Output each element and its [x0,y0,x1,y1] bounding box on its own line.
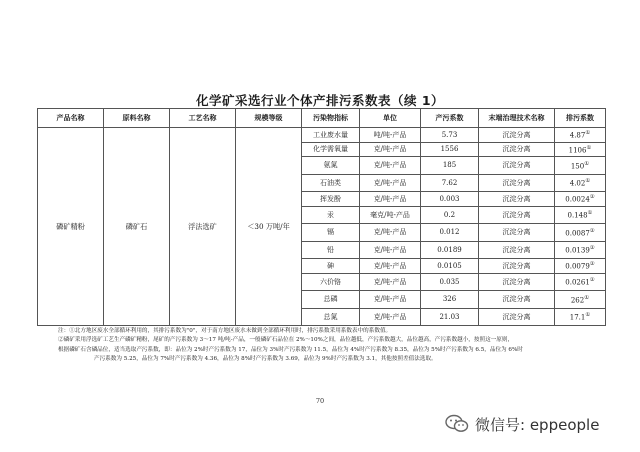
generation-coefficient-cell: 0.035 [421,273,479,291]
emission-coefficient-cell: 150① [555,157,606,175]
product-name-cell: 磷矿精粉 [38,128,104,326]
note-line: 根据磷矿石含磷品位，适当选取产污系数，即：品位为 2%时产污系数为 17，品位为 3%时产污系数为 11.5，品位为 4%时产污系数为 8.35，品位为 5%时产污系数为 6.5，品位为 6%时 [58,346,523,353]
generation-coefficient-cell: 185 [421,157,479,175]
pollutant-cell: 挥发酚 [302,192,360,207]
emission-coefficient-table [37,108,606,326]
pollutant-cell: 氨氮 [302,157,360,175]
header-cell: 产污系数 [421,109,479,128]
emission-coefficient-cell: 0.0261① [555,273,606,291]
process-name-cell: 浮法选矿 [170,128,236,326]
pollutant-cell: 铅 [302,241,360,259]
treatment-tech-cell: 沉淀分离 [479,192,555,207]
table-notes [58,327,603,365]
table-header-row [38,109,606,128]
treatment-tech-cell: 沉淀分离 [479,206,555,224]
generation-coefficient-cell: 5.73 [421,128,479,143]
table-row [38,128,606,143]
watermark-text: 微信号: eppeople [475,415,600,434]
treatment-tech-cell: 沉淀分离 [479,128,555,143]
unit-cell: 克/吨-产品 [360,308,421,326]
generation-coefficient-cell: 0.0189 [421,241,479,259]
generation-coefficient-cell: 7.62 [421,174,479,192]
emission-coefficient-cell: 0.0024① [555,192,606,207]
unit-cell: 克/吨-产品 [360,174,421,192]
note-line: 注：①北方地区废水全部循环利用的，其排污系数为"0"，对于南方地区废水未做到全部循环利用时，排污系数采用系数表中的系数值。 [58,328,392,334]
treatment-tech-cell: 沉淀分离 [479,273,555,291]
scale-level-cell: ＜30 万吨/年 [236,128,302,326]
emission-coefficient-cell: 0.148① [555,206,606,224]
treatment-tech-cell: 沉淀分离 [479,142,555,157]
treatment-tech-cell: 沉淀分离 [479,308,555,326]
emission-coefficient-cell: 17.1① [555,308,606,326]
pollutant-cell: 砷 [302,259,360,274]
unit-cell: 毫克/吨-产品 [360,206,421,224]
emission-coefficient-cell: 0.0079① [555,259,606,274]
header-cell: 排污系数 [555,109,606,128]
generation-coefficient-cell: 0.012 [421,224,479,242]
header-cell: 规模等级 [236,109,302,128]
wechat-search-icon [445,414,469,434]
emission-coefficient-cell: 4.02① [555,174,606,192]
emission-coefficient-cell: 1106① [555,142,606,157]
unit-cell: 克/吨-产品 [360,273,421,291]
unit-cell: 克/吨-产品 [360,192,421,207]
unit-cell: 克/吨-产品 [360,259,421,274]
generation-coefficient-cell: 1556 [421,142,479,157]
note-line: 产污系数为 5.25，品位为 7%时产污系数为 4.36，品位为 8%时产污系数为 3.69，品位为 9%时产污系数为 3.1，其他按照差值法选取。 [94,356,437,363]
unit-cell: 克/吨-产品 [360,291,421,309]
unit-cell: 克/吨-产品 [360,224,421,242]
treatment-tech-cell: 沉淀分离 [479,291,555,309]
header-cell: 末端治理技术名称 [479,109,555,128]
unit-cell: 克/吨-产品 [360,241,421,259]
treatment-tech-cell: 沉淀分离 [479,157,555,175]
generation-coefficient-cell: 0.2 [421,206,479,224]
watermark [445,413,599,435]
header-cell: 产品名称 [38,109,104,128]
treatment-tech-cell: 沉淀分离 [479,224,555,242]
generation-coefficient-cell: 326 [421,291,479,309]
header-cell: 原料名称 [104,109,170,128]
generation-coefficient-cell: 21.03 [421,308,479,326]
header-cell: 污染物指标 [302,109,360,128]
header-cell: 单位 [360,109,421,128]
pollutant-cell: 镉 [302,224,360,242]
emission-coefficient-cell: 0.0139① [555,241,606,259]
unit-cell: 吨/吨-产品 [360,128,421,143]
pollutant-cell: 石油类 [302,174,360,192]
pollutant-cell: 六价铬 [302,273,360,291]
emission-coefficient-cell: 4.87① [555,128,606,143]
pollutant-cell: 总磷 [302,291,360,309]
pollutant-cell: 总氮 [302,308,360,326]
material-name-cell: 磷矿石 [104,128,170,326]
treatment-tech-cell: 沉淀分离 [479,259,555,274]
emission-coefficient-cell: 0.0087① [555,224,606,242]
treatment-tech-cell: 沉淀分离 [479,241,555,259]
pollutant-cell: 工业废水量 [302,128,360,143]
note-line: ②磷矿采用浮选矿工艺生产磷矿精粉，尾矿的产污系数为 3～17 吨/吨-产品，一般磷矿石品位在 2%～10%之间，品位越低，产污系数越大，品位越高，产污系数越小，按照这一原则， [58,337,514,344]
header-cell: 工艺名称 [170,109,236,128]
generation-coefficient-cell: 0.003 [421,192,479,207]
page-number: 70 [315,397,325,405]
pollutant-cell: 化学需氧量 [302,142,360,157]
unit-cell: 克/吨-产品 [360,157,421,175]
unit-cell: 克/吨-产品 [360,142,421,157]
page-title: 化学矿采选行业个体产排污系数表（续 1） [195,93,445,108]
pollutant-cell: 汞 [302,206,360,224]
emission-coefficient-cell: 262① [555,291,606,309]
treatment-tech-cell: 沉淀分离 [479,174,555,192]
generation-coefficient-cell: 0.0105 [421,259,479,274]
